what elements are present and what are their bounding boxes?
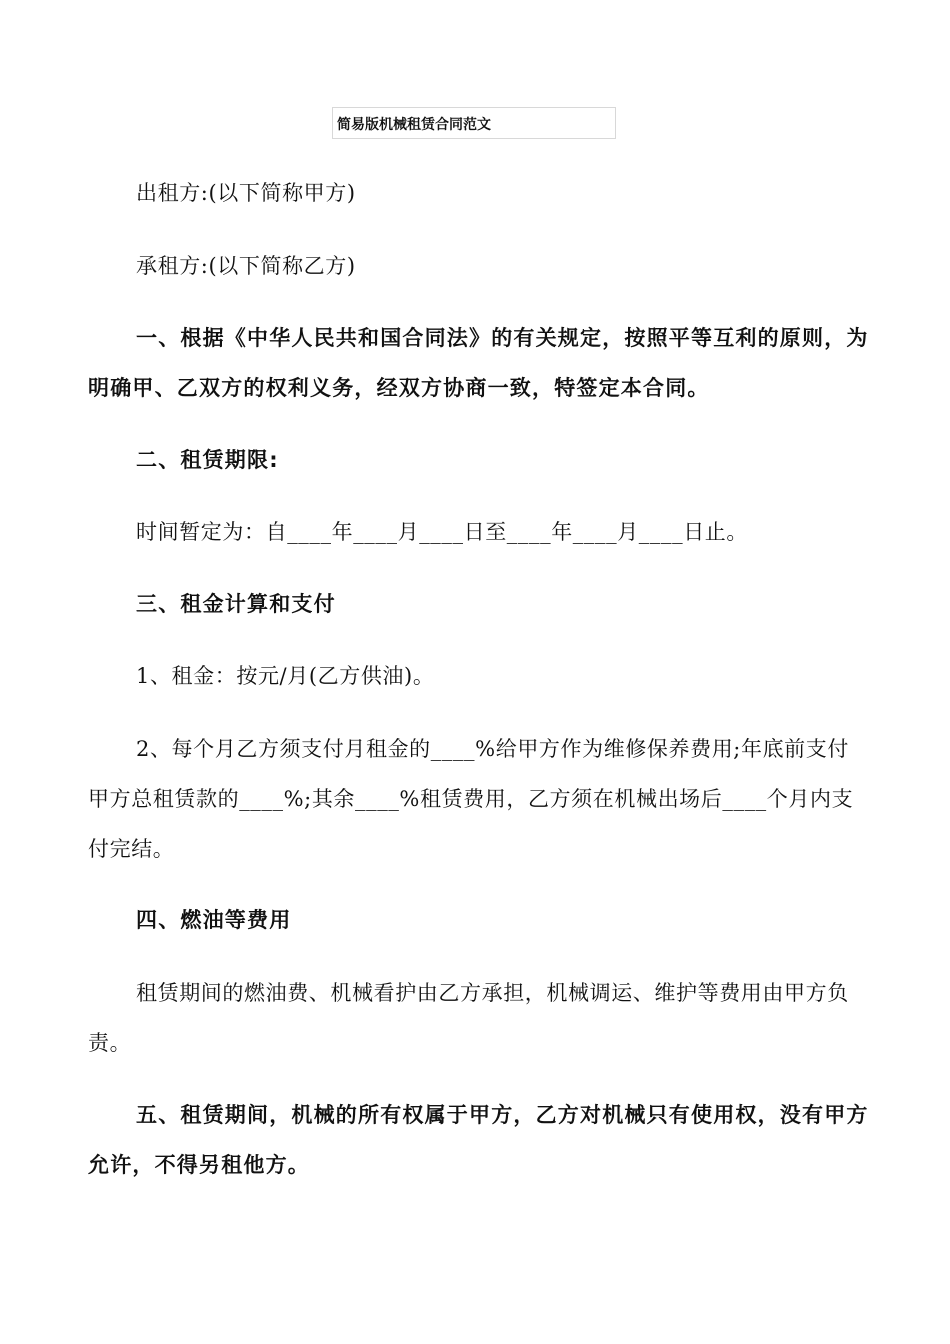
clause-1-line-1: 一、根据《中华人民共和国合同法》的有关规定，按照平等互利的原则，为 [136, 326, 869, 350]
lessee-line: 承租方:(以下简称乙方) [136, 254, 356, 278]
title-box [332, 107, 616, 139]
document-title: 简易版机械租赁合同范文 [337, 117, 491, 133]
fuel-line-1: 租赁期间的燃油费、机械看护由乙方承担，机械调运、维护等费用由甲方负 [136, 981, 849, 1005]
clause-5-line-1: 五、租赁期间，机械的所有权属于甲方，乙方对机械只有使用权，没有甲方 [136, 1103, 869, 1127]
clause-1-line-2: 明确甲、乙双方的权利义务，经双方协商一致，特签定本合同。 [88, 376, 710, 400]
clause-2-heading: 二、租赁期限: [136, 448, 279, 472]
clause-5-line-2: 允许，不得另租他方。 [88, 1153, 310, 1177]
payment-line-1: 2、每个月乙方须支付月租金的____%给甲方作为维修保养费用;年底前支付 [136, 737, 849, 761]
clause-4-heading: 四、燃油等费用 [136, 908, 292, 932]
payment-line-2: 甲方总租赁款的____%;其余____%租赁费用，乙方须在机械出场后____个月内支 [88, 787, 854, 811]
lease-period-line: 时间暂定为：自____年____月____日至____年____月____日止。 [136, 520, 748, 544]
rent-line: 1、租金：按元/月(乙方供油)。 [136, 664, 435, 688]
fuel-line-2: 责。 [88, 1031, 132, 1055]
payment-line-3: 付完结。 [88, 837, 175, 861]
lessor-line: 出租方:(以下简称甲方) [136, 181, 356, 205]
clause-3-heading: 三、租金计算和支付 [136, 592, 336, 616]
